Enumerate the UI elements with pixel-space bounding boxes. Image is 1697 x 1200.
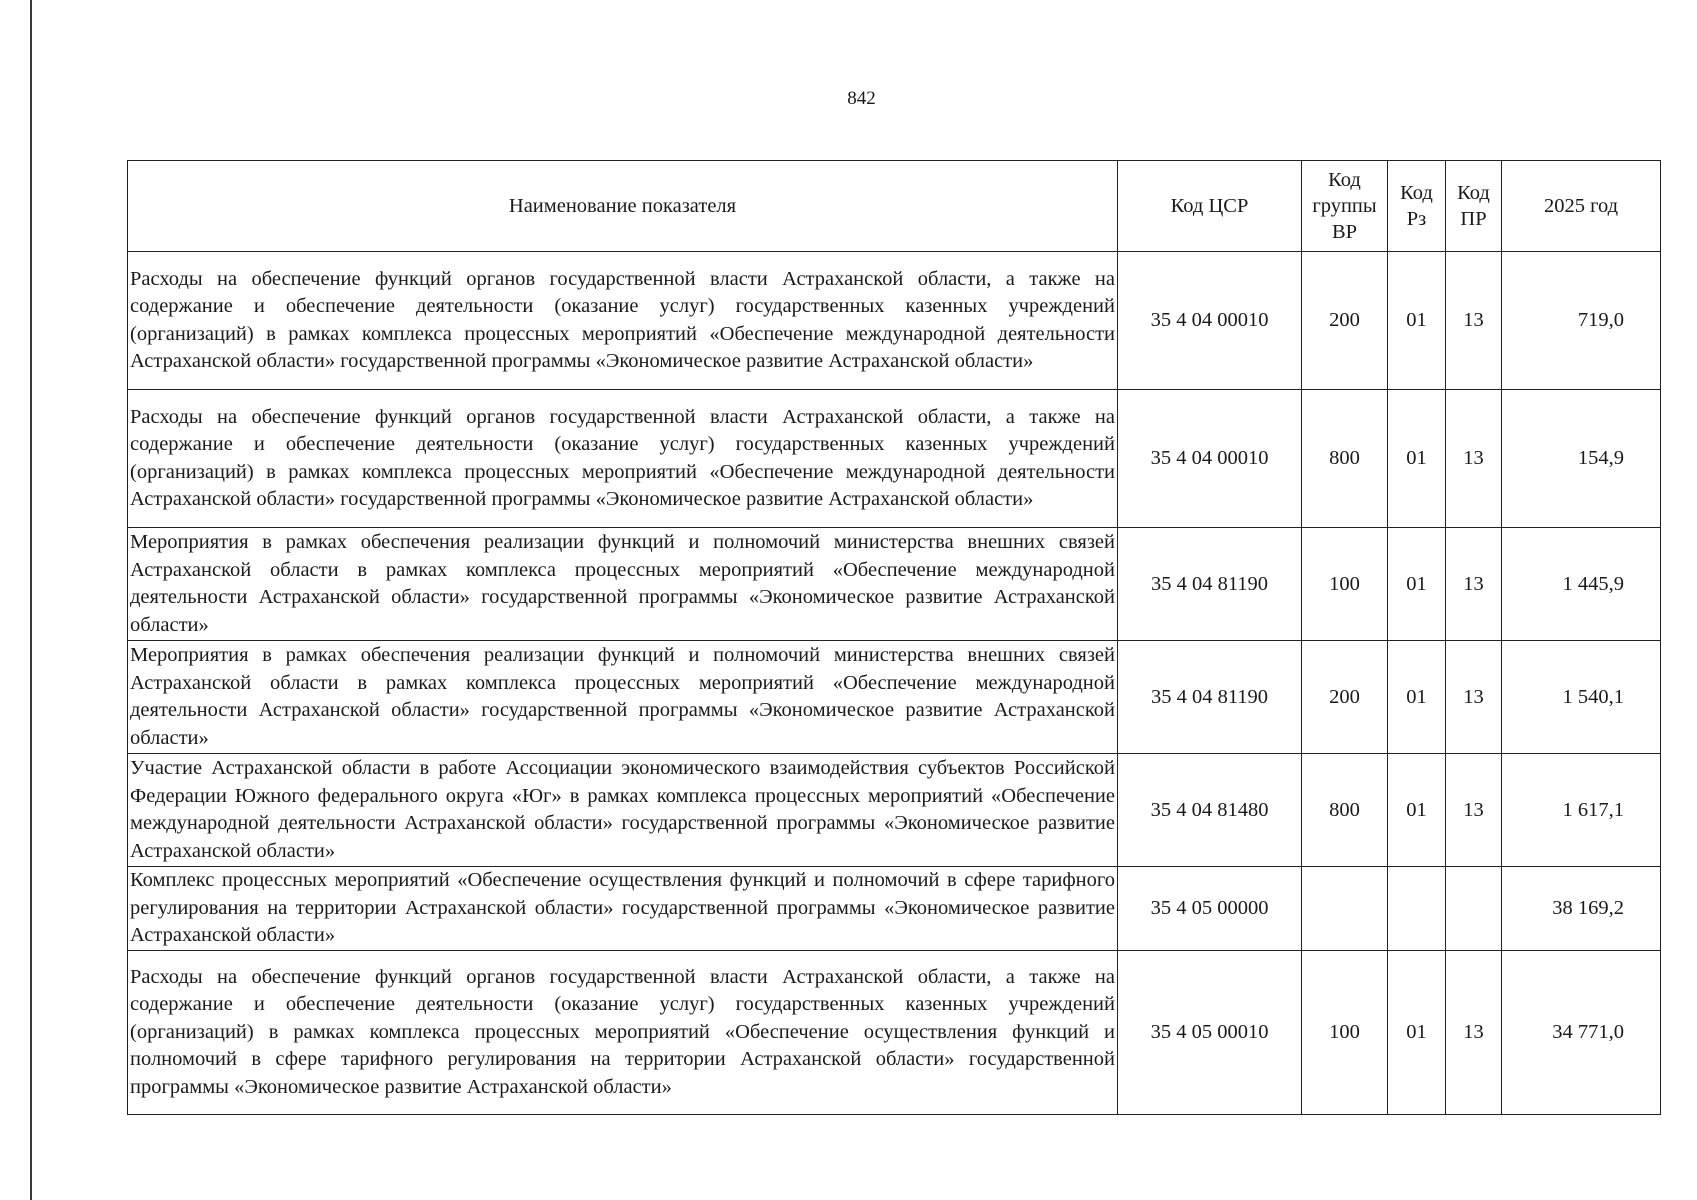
row-csr-code: 35 4 04 81480	[1118, 754, 1302, 867]
row-amount: 34 771,0	[1502, 951, 1661, 1115]
table-row	[128, 641, 1661, 754]
row-amount: 38 169,2	[1502, 867, 1661, 951]
row-rz-code	[1388, 867, 1446, 951]
row-name: Участие Астраханской области в работе Ассоциации экономического взаимодействия субъектов Российской Федерации Южного федерального округа «Юг» в рамках комплекса процессных мероприятий «Обеспечение международной деятельности Астраханской области» государственной программы «Экономическое развитие Астраханской области»	[128, 754, 1118, 867]
header-pr: Код ПР	[1446, 161, 1502, 252]
header-rz: Код Рз	[1388, 161, 1446, 252]
row-pr-code: 13	[1446, 528, 1502, 641]
budget-table	[127, 160, 1661, 1115]
row-name: Мероприятия в рамках обеспечения реализации функций и полномочий министерства внешних связей Астраханской области в рамках комплекса процессных мероприятий «Обеспечение международной деятельности Астраханской области» государственной программы «Экономическое развитие Астраханской области»	[128, 641, 1118, 754]
row-rz-code: 01	[1388, 641, 1446, 754]
table-header-row	[128, 161, 1661, 252]
header-name: Наименование показателя	[128, 161, 1118, 252]
header-vr: Код группы ВР	[1302, 161, 1388, 252]
row-csr-code: 35 4 04 00010	[1118, 390, 1302, 528]
row-csr-code: 35 4 04 81190	[1118, 528, 1302, 641]
row-vr-code	[1302, 867, 1388, 951]
row-vr-code: 800	[1302, 754, 1388, 867]
row-pr-code: 13	[1446, 252, 1502, 390]
table-row	[128, 867, 1661, 951]
row-name: Комплекс процессных мероприятий «Обеспечение осуществления функций и полномочий в сфере тарифного регулирования на территории Астраханской области» государственной программы «Экономическое развитие Астраханской области»	[128, 867, 1118, 951]
row-amount: 1 540,1	[1502, 641, 1661, 754]
row-amount: 154,9	[1502, 390, 1661, 528]
page-margin-line	[30, 0, 32, 1200]
row-amount: 719,0	[1502, 252, 1661, 390]
row-name: Расходы на обеспечение функций органов государственной власти Астраханской области, а также на содержание и обеспечение деятельности (оказание услуг) государственных казенных учреждений (организаций) в рамках комплекса процессных мероприятий «Обеспечение международной деятельности Астраханской области» государственной программы «Экономическое развитие Астраханской области»	[128, 390, 1118, 528]
row-rz-code: 01	[1388, 390, 1446, 528]
row-rz-code: 01	[1388, 252, 1446, 390]
row-pr-code: 13	[1446, 951, 1502, 1115]
table-row	[128, 528, 1661, 641]
row-pr-code	[1446, 867, 1502, 951]
row-amount: 1 617,1	[1502, 754, 1661, 867]
row-name: Мероприятия в рамках обеспечения реализации функций и полномочий министерства внешних связей Астраханской области в рамках комплекса процессных мероприятий «Обеспечение международной деятельности Астраханской области» государственной программы «Экономическое развитие Астраханской области»	[128, 528, 1118, 641]
header-year: 2025 год	[1502, 161, 1661, 252]
table-row	[128, 754, 1661, 867]
row-rz-code: 01	[1388, 528, 1446, 641]
row-pr-code: 13	[1446, 754, 1502, 867]
row-rz-code: 01	[1388, 951, 1446, 1115]
row-vr-code: 200	[1302, 641, 1388, 754]
row-name: Расходы на обеспечение функций органов государственной власти Астраханской области, а также на содержание и обеспечение деятельности (оказание услуг) государственных казенных учреждений (организаций) в рамках комплекса процессных мероприятий «Обеспечение осуществления функций и полномочий в сфере тарифного регулирования на территории Астраханской области» государственной программы «Экономическое развитие Астраханской области»	[128, 951, 1118, 1115]
table-row	[128, 951, 1661, 1115]
row-vr-code: 100	[1302, 951, 1388, 1115]
row-name: Расходы на обеспечение функций органов государственной власти Астраханской области, а также на содержание и обеспечение деятельности (оказание услуг) государственных казенных учреждений (организаций) в рамках комплекса процессных мероприятий «Обеспечение международной деятельности Астраханской области» государственной программы «Экономическое развитие Астраханской области»	[128, 252, 1118, 390]
row-csr-code: 35 4 05 00000	[1118, 867, 1302, 951]
row-vr-code: 800	[1302, 390, 1388, 528]
row-vr-code: 200	[1302, 252, 1388, 390]
row-csr-code: 35 4 04 00010	[1118, 252, 1302, 390]
row-vr-code: 100	[1302, 528, 1388, 641]
row-pr-code: 13	[1446, 390, 1502, 528]
header-csr: Код ЦСР	[1118, 161, 1302, 252]
row-rz-code: 01	[1388, 754, 1446, 867]
table-row	[128, 252, 1661, 390]
row-amount: 1 445,9	[1502, 528, 1661, 641]
page-number: 842	[847, 88, 876, 109]
row-pr-code: 13	[1446, 641, 1502, 754]
table-row	[128, 390, 1661, 528]
row-csr-code: 35 4 04 81190	[1118, 641, 1302, 754]
row-csr-code: 35 4 05 00010	[1118, 951, 1302, 1115]
